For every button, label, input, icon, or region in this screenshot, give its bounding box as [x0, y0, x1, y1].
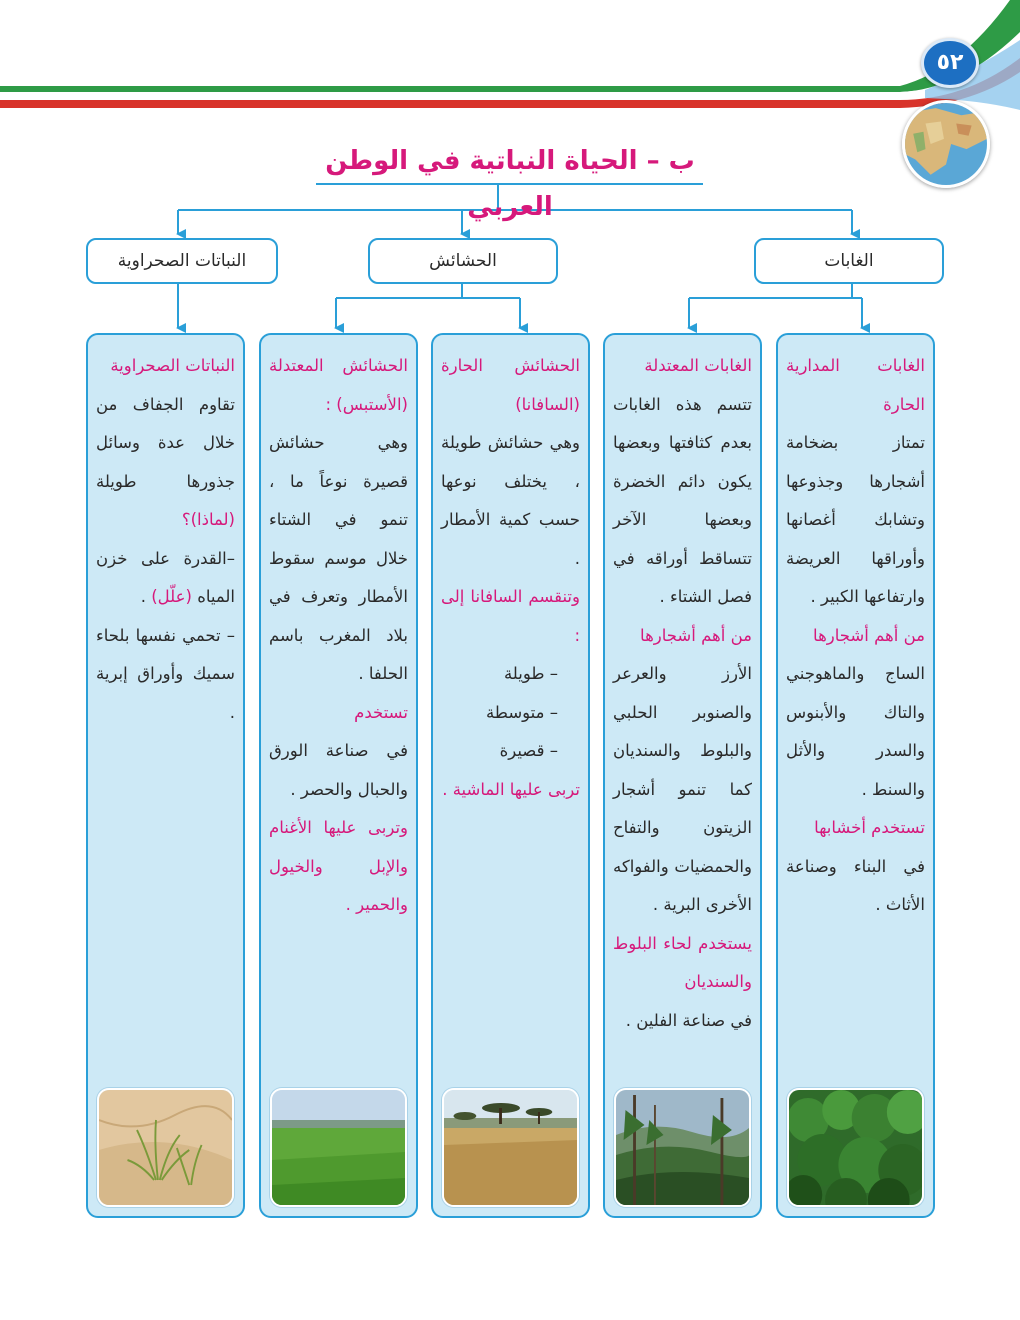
tropical-forests-uses: في البناء وصناعة الأثاث .	[786, 856, 925, 914]
column-savanna	[431, 333, 590, 1218]
desert-water-storage: –القدرة على خزن المياه	[96, 548, 235, 606]
column-tropical-forests	[776, 333, 935, 1218]
savanna-photo	[442, 1088, 579, 1207]
savanna-type-short: – قصيرة	[499, 741, 558, 760]
temperate-forest-photo	[614, 1088, 751, 1207]
steppe-uses-label: تستخدم	[354, 702, 408, 722]
steppe-livestock: وتربى عليها الأغنام والإبل والخيول والحمير .	[269, 818, 408, 914]
desert-protection: – تحمي نفسها بلحاء سميك وأوراق إبرية .	[96, 625, 235, 722]
page-title: ب – الحياة النباتية في الوطن العربي	[325, 146, 695, 222]
desert-grass-photo	[97, 1088, 234, 1207]
desert-desc: تقاوم الجفاف من خلال عدة وسائل جذورها طويلة	[96, 394, 235, 491]
desert-heading: النباتات الصحراوية	[110, 356, 235, 375]
category-forests	[754, 238, 944, 284]
savanna-heading: الحشائش الحارة (السافانا)	[441, 356, 580, 414]
steppe-photo	[270, 1088, 407, 1207]
steppe-desc: وهي حشائش قصيرة نوعاً ما ، تنمو في الشتاء خلال موسم سقوط الأمطار وتعرف في بلاد المغرب باسم الحلفا .	[269, 433, 408, 683]
steppe-uses: في صناعة الورق والحبال والحصر .	[269, 741, 408, 799]
temperate-forests-trees: الأرز والعرعر والصنوبر الحلبي والبلوط والسنديان كما تنمو أشجار الزيتون والتفاح والحمضيات والفواكه الأخرى البرية .	[613, 664, 752, 914]
steppe-heading: الحشائش المعتدلة (الأستبس) :	[269, 356, 408, 414]
column-temperate-forests	[603, 333, 762, 1218]
column-steppe	[259, 333, 418, 1218]
category-grasses	[368, 238, 558, 284]
temperate-forests-uses-label: يستخدم لحاء البلوط والسنديان	[613, 933, 752, 991]
category-grasses-label: الحشائش	[429, 251, 497, 271]
temperate-forests-desc: تتسم هذه الغابات بعدم كثافتها وبعضها يكون دائم الخضرة وبعضها الآخر تتساقط أوراقه في فصل الشتاء .	[613, 394, 752, 606]
desert-why: (لماذا)؟	[181, 510, 235, 529]
savanna-type-medium: – متوسطة	[485, 702, 558, 722]
savanna-type-tall: – طويلة	[503, 664, 558, 683]
temperate-forests-heading: الغابات المعتدلة	[644, 356, 752, 375]
tropical-forests-heading: الغابات المدارية الحارة	[786, 356, 925, 414]
page-number: ٥٢	[921, 38, 979, 88]
temperate-forests-trees-label: من أهم أشجارها	[640, 625, 752, 645]
flowchart-connectors	[0, 0, 1020, 340]
category-desert-plants-label: النباتات الصحراوية	[117, 251, 247, 271]
savanna-types-label: وتنقسم السافانا إلى :	[441, 587, 580, 645]
category-desert-plants	[86, 238, 278, 284]
category-forests-label: الغابات	[824, 251, 874, 271]
tropical-forests-uses-label: تستخدم أخشابها	[814, 818, 925, 837]
temperate-forests-uses: في صناعة الفلين .	[625, 1010, 752, 1030]
tropical-forests-trees: الساج والماهوجني والتاك والأبنوس والسدر والأثل والسنط .	[786, 664, 925, 799]
desert-explain: (علّل)	[151, 587, 192, 606]
savanna-livestock: تربى عليها الماشية .	[442, 779, 580, 799]
column-desert-plants	[86, 333, 245, 1218]
tropical-forest-photo	[787, 1088, 924, 1207]
desert-p2-end: .	[140, 587, 146, 606]
tropical-forests-trees-label: من أهم أشجارها	[813, 625, 925, 645]
savanna-desc: وهي حشائش طويلة ، يختلف نوعها حسب كمية الأمطار .	[441, 433, 580, 568]
tropical-forests-desc: تمتاز بضخامة أشجارها وجذوعها وتشابك أغصانها وأوراقها العريضة وارتفاعها الكبير .	[786, 433, 925, 606]
